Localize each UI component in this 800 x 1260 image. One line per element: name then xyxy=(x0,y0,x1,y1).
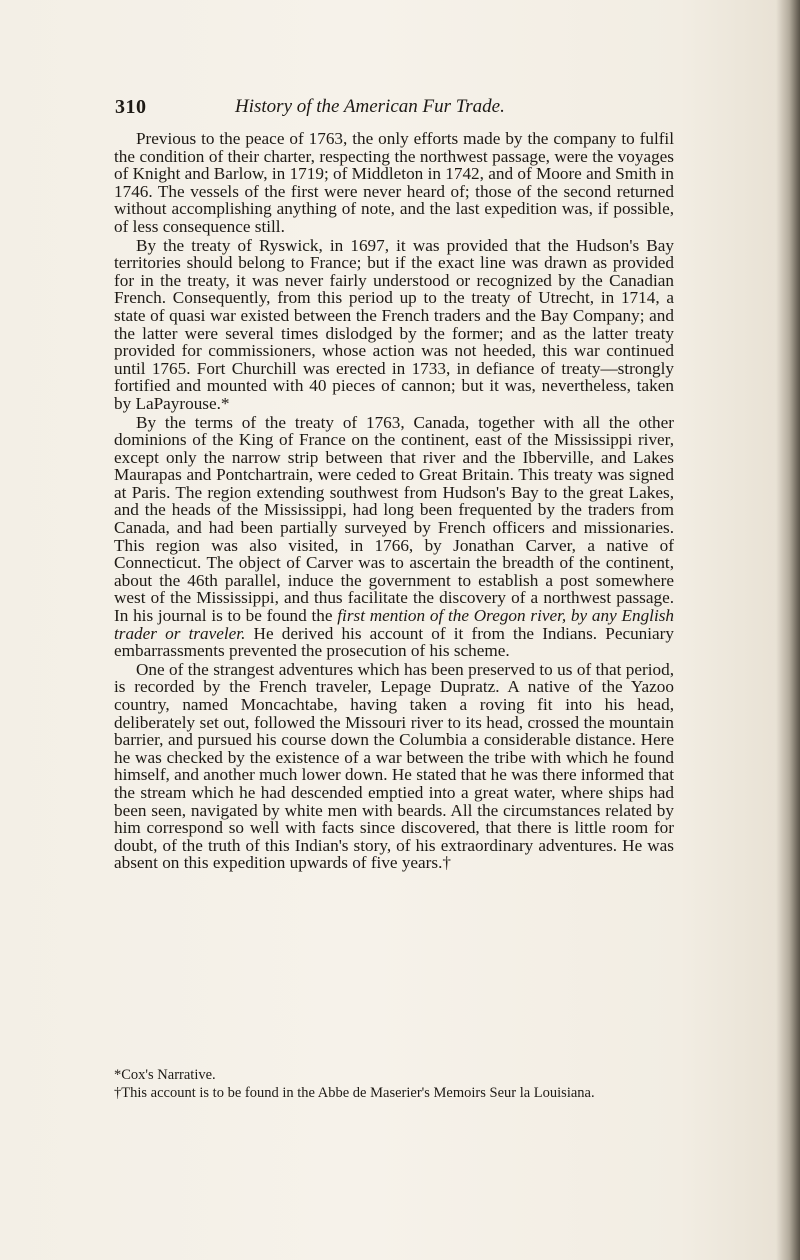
paragraph-3 xyxy=(114,414,674,660)
footnotes xyxy=(114,1066,684,1102)
footnote-divider xyxy=(114,1058,674,1059)
paragraph-3-italic-text: first mention of the Oregon river, by any English trader or traveler. xyxy=(114,606,675,643)
running-head xyxy=(115,96,675,122)
body-text xyxy=(114,130,674,872)
paragraph-1: Previous to the peace of 1763, the only efforts made by the company to fulfil the condition of their charter, respecting the northwest passage, were the voyages of Knight and Barlow, in 1719; of Middleton in 1742, and of Moore and Smith in 1746. The vessels of the first were never heard of; those of the second returned without accomplishing anything of note, and the last expedition was, if possible, of less consequence still. xyxy=(114,129,674,236)
paragraph-3-text-before: By the terms of the treaty of 1763, Canada, together with all the other dominions of the King of France on the continent, east of the Mississippi river, except only the narrow strip between that river and the Ibberville, and Lakes Maurapas and Pontchartrain, were ceded to Great Britain. This treaty was signed at Paris. The region extending southwest from Hudson's Bay to the great Lakes, and the heads of the Mississippi, had long been frequented by the traders from Canada, and had been partially surveyed by French officers and missionaries. This region was also visited, in 1766, by Jonathan Carver, a native of Connecticut. The object of Carver was to ascertain the breadth of the continent, about the 46th parallel, induce the government to establish a post somewhere west of the Mississippi, and thus facilitate the discovery of a northwest passage. In his journal is to be found the xyxy=(114,412,674,626)
paragraph-3-text-after: He derived his account of it from the Indians. Pecuniary embarrassments prevented the prosecution of his scheme. xyxy=(114,623,674,661)
footnote-2: †This account is to be found in the Abbe de Maserier's Memoirs Seur la Louisiana. xyxy=(114,1085,595,1101)
footnote-1: *Cox's Narrative. xyxy=(114,1067,216,1083)
paragraph-4: One of the strangest adventures which has been preserved to us of that period, is recorded by the French traveler, Lepage Dupratz. A native of the Yazoo country, named Moncachtabe, having taken a roving fit into his head, deliberately set out, followed the Missouri river to its head, crossed the mountain barrier, and pursued his course down the Columbia a considerable distance. Here he was checked by the existence of a war between the tribe with which he found himself, and another much lower down. He stated that he was there informed that the stream which he had descended emptied into a great water, where ships had been seen, navigated by white men with beards. All the circumstances related by him correspond so well with facts since discovered, that there is little room for doubt, of the truth of this Indian's story, of his extraordinary adventures. He was absent on this expedition upwards of five years.† xyxy=(114,659,674,873)
running-title: History of the American Fur Trade. xyxy=(235,96,505,117)
page-number: 310 xyxy=(115,96,147,118)
paragraph-2: By the treaty of Ryswick, in 1697, it was provided that the Hudson's Bay territories should belong to France; but if the exact line was drawn as provided for in the treaty, it was never fairly understood or recognized by the Canadian French. Consequently, from this period up to the treaty of Utrecht, in 1714, a state of quasi war existed between the French traders and the Bay Company; and the latter were several times dislodged by the former; and as the latter treaty provided for commissioners, whose action was not heeded, this war continued until 1765. Fort Churchill was erected in 1733, in defiance of treaty—strongly fortified and mounted with 40 pieces of cannon; but it was, nevertheless, taken by LaPayrouse.* xyxy=(114,235,674,413)
page-edge-shadow xyxy=(776,0,800,1260)
